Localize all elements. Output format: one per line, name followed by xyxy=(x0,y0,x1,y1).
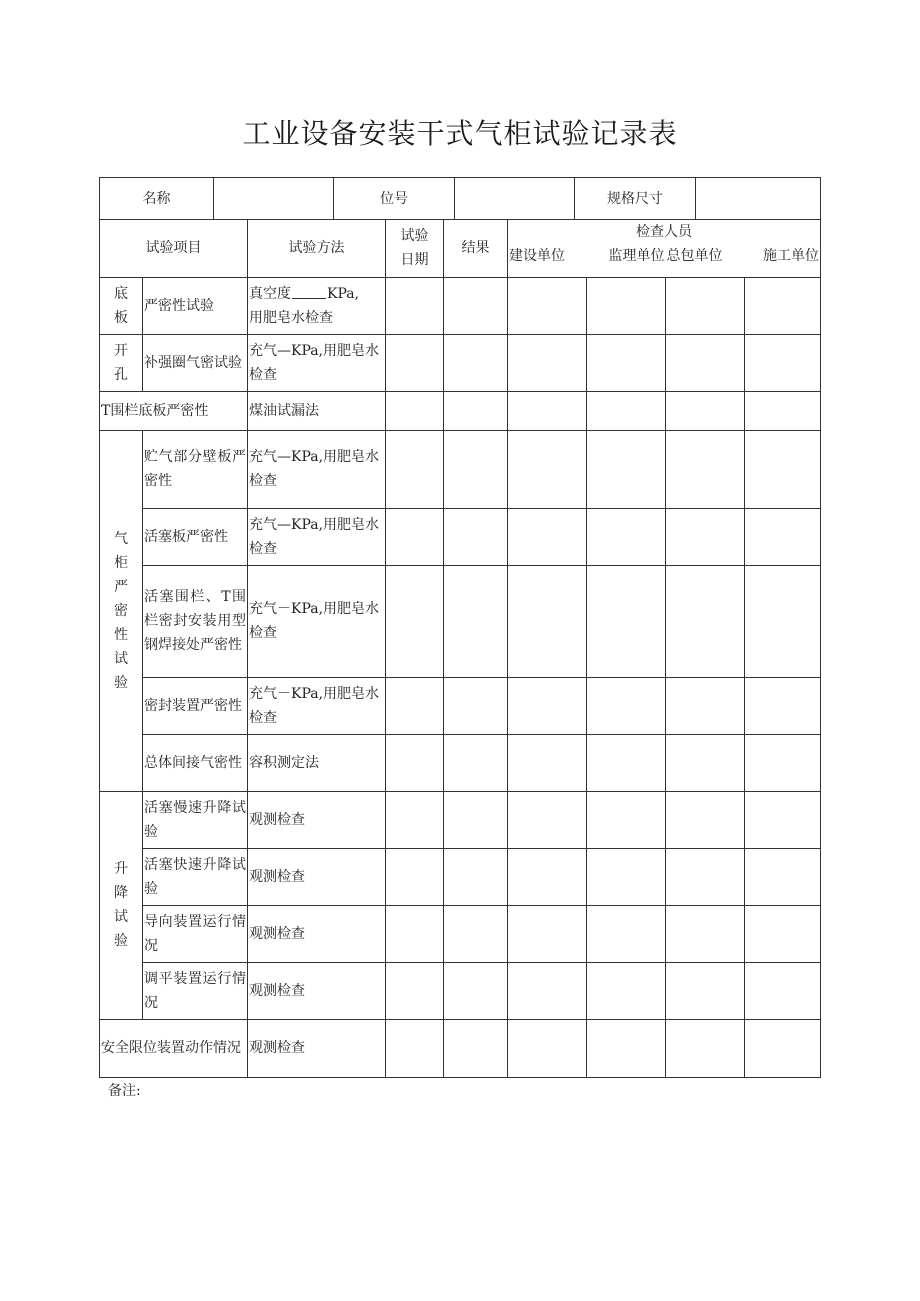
supervise-unit-cell[interactable] xyxy=(587,791,666,848)
build-unit-cell[interactable] xyxy=(508,962,587,1019)
result-cell[interactable] xyxy=(444,391,508,430)
date-cell[interactable] xyxy=(386,848,444,905)
result-cell[interactable] xyxy=(444,334,508,391)
result-cell[interactable] xyxy=(444,508,508,565)
page-title: 工业设备安装干式气柜试验记录表 xyxy=(242,117,678,150)
general-unit-cell[interactable] xyxy=(666,277,745,334)
table-row xyxy=(100,734,821,791)
item-cell: 安全限位装置动作情况 xyxy=(100,1019,248,1077)
build-unit-cell[interactable] xyxy=(508,334,587,391)
col-header-inspectors: 检查人员 xyxy=(508,220,821,245)
table-row xyxy=(100,508,821,565)
result-cell[interactable] xyxy=(444,791,508,848)
construct-unit-cell[interactable] xyxy=(745,277,821,334)
result-cell[interactable] xyxy=(444,565,508,677)
date-cell[interactable] xyxy=(386,734,444,791)
build-unit-cell[interactable] xyxy=(508,848,587,905)
col-header-unit-construct: 施工单位 xyxy=(745,244,821,277)
method-cell: 充气－KPa,用肥皂水检查 xyxy=(248,677,386,734)
build-unit-cell[interactable] xyxy=(508,508,587,565)
date-cell[interactable] xyxy=(386,565,444,677)
general-unit-cell[interactable] xyxy=(666,391,745,430)
date-cell[interactable] xyxy=(386,791,444,848)
result-cell[interactable] xyxy=(444,277,508,334)
date-cell[interactable] xyxy=(386,905,444,962)
group-label-lift: 升 降 试 验 xyxy=(100,791,143,1019)
spec-field[interactable] xyxy=(696,178,821,220)
result-cell[interactable] xyxy=(444,848,508,905)
item-cell: 贮气部分壁板严密性 xyxy=(143,430,248,508)
item-cell: 活塞慢速升降试验 xyxy=(143,791,248,848)
name-field[interactable] xyxy=(214,178,334,220)
table-row xyxy=(100,905,821,962)
method-cell: 观测检查 xyxy=(248,905,386,962)
date-cell[interactable] xyxy=(386,508,444,565)
supervise-unit-cell[interactable] xyxy=(587,848,666,905)
date-cell[interactable] xyxy=(386,277,444,334)
date-cell[interactable] xyxy=(386,430,444,508)
spec-label: 规格尺寸 xyxy=(575,178,696,220)
item-cell: 活塞快速升降试验 xyxy=(143,848,248,905)
item-cell: 活塞板严密性 xyxy=(143,508,248,565)
col-header-date xyxy=(386,220,444,278)
supervise-unit-cell[interactable] xyxy=(587,508,666,565)
group-label-hole: 开 孔 xyxy=(100,334,143,391)
general-unit-cell[interactable] xyxy=(666,508,745,565)
table-row xyxy=(100,565,821,677)
build-unit-cell[interactable] xyxy=(508,277,587,334)
method-cell: 观测检查 xyxy=(248,962,386,1019)
name-label: 名称 xyxy=(100,178,214,220)
build-unit-cell[interactable] xyxy=(508,430,587,508)
construct-unit-cell[interactable] xyxy=(745,508,821,565)
method-cell: 煤油试漏法 xyxy=(248,391,386,430)
method-cell: 观测检查 xyxy=(248,848,386,905)
result-cell[interactable] xyxy=(444,905,508,962)
construct-unit-cell[interactable] xyxy=(745,565,821,677)
supervise-unit-cell[interactable] xyxy=(587,430,666,508)
item-cell: 补强圈气密试验 xyxy=(143,334,248,391)
supervise-unit-cell[interactable] xyxy=(587,734,666,791)
method-cell: 充气—KPa,用肥皂水检查 xyxy=(248,334,386,391)
position-label: 位号 xyxy=(334,178,455,220)
date-cell[interactable] xyxy=(386,334,444,391)
group-label-gas: 气 柜 严 密 性 试 验 xyxy=(100,430,143,791)
construct-unit-cell[interactable] xyxy=(745,905,821,962)
general-unit-cell[interactable] xyxy=(666,905,745,962)
construct-unit-cell[interactable] xyxy=(745,962,821,1019)
col-header-unit-supervise: 监理单位 xyxy=(587,244,666,277)
method-cell: 真空度 KPa, 用肥皂水检查 xyxy=(248,277,386,334)
item-cell: 导向装置运行情况 xyxy=(143,905,248,962)
col-header-method: 试验方法 xyxy=(248,220,386,278)
build-unit-cell[interactable] xyxy=(508,734,587,791)
col-header-item: 试验项目 xyxy=(100,220,248,278)
build-unit-cell[interactable] xyxy=(508,905,587,962)
supervise-unit-cell[interactable] xyxy=(587,677,666,734)
result-cell[interactable] xyxy=(444,430,508,508)
item-cell: T围栏底板严密性 xyxy=(100,391,248,430)
supervise-unit-cell[interactable] xyxy=(587,391,666,430)
construct-unit-cell[interactable] xyxy=(745,391,821,430)
col-header-date-line2: 日期 xyxy=(400,252,429,269)
build-unit-cell[interactable] xyxy=(508,791,587,848)
item-cell: 密封装置严密性 xyxy=(143,677,248,734)
supervise-unit-cell[interactable] xyxy=(587,334,666,391)
table-row xyxy=(100,791,821,848)
build-unit-cell[interactable] xyxy=(508,1019,587,1077)
build-unit-cell[interactable] xyxy=(508,677,587,734)
supervise-unit-cell[interactable] xyxy=(587,565,666,677)
col-header-unit-build: 建设单位 xyxy=(508,244,587,277)
general-unit-cell[interactable] xyxy=(666,791,745,848)
table-row xyxy=(100,334,821,391)
method-cell: 充气—KPa,用肥皂水检查 xyxy=(248,508,386,565)
supervise-unit-cell[interactable] xyxy=(587,1019,666,1077)
general-unit-cell[interactable] xyxy=(666,848,745,905)
table-row xyxy=(100,1019,821,1077)
general-unit-cell[interactable] xyxy=(666,565,745,677)
construct-unit-cell[interactable] xyxy=(745,791,821,848)
method-cell: 观测检查 xyxy=(248,1019,386,1077)
position-field[interactable] xyxy=(455,178,575,220)
remarks-label: 备注: xyxy=(108,1083,141,1099)
construct-unit-cell[interactable] xyxy=(745,848,821,905)
date-cell[interactable] xyxy=(386,962,444,1019)
construct-unit-cell[interactable] xyxy=(745,1019,821,1077)
method-cell: 充气—KPa,用肥皂水检查 xyxy=(248,430,386,508)
result-cell[interactable] xyxy=(444,962,508,1019)
col-header-unit-general: 总包单位 xyxy=(666,244,745,277)
general-unit-cell[interactable] xyxy=(666,677,745,734)
col-header-result: 结果 xyxy=(444,220,508,278)
table-row xyxy=(100,430,821,508)
table-row xyxy=(100,277,821,334)
test-record-table xyxy=(99,219,821,1078)
date-cell[interactable] xyxy=(386,677,444,734)
date-cell[interactable] xyxy=(386,1019,444,1077)
construct-unit-cell[interactable] xyxy=(745,734,821,791)
general-unit-cell[interactable] xyxy=(666,734,745,791)
item-cell: 活塞围栏、T围栏密封安装用型钢焊接处严密性 xyxy=(143,565,248,677)
item-cell: 调平装置运行情况 xyxy=(143,962,248,1019)
general-unit-cell[interactable] xyxy=(666,962,745,1019)
method-cell: 观测检查 xyxy=(248,791,386,848)
general-unit-cell[interactable] xyxy=(666,334,745,391)
table-row xyxy=(100,391,821,430)
supervise-unit-cell[interactable] xyxy=(587,962,666,1019)
supervise-unit-cell[interactable] xyxy=(587,277,666,334)
construct-unit-cell[interactable] xyxy=(745,334,821,391)
build-unit-cell[interactable] xyxy=(508,565,587,677)
group-label-bottom: 底 板 xyxy=(100,277,143,334)
build-unit-cell[interactable] xyxy=(508,391,587,430)
result-cell[interactable] xyxy=(444,677,508,734)
construct-unit-cell[interactable] xyxy=(745,677,821,734)
general-unit-cell[interactable] xyxy=(666,1019,745,1077)
method-cell: 充气－KPa,用肥皂水检查 xyxy=(248,565,386,677)
result-cell[interactable] xyxy=(444,1019,508,1077)
item-cell: 严密性试验 xyxy=(143,277,248,334)
table-row xyxy=(100,677,821,734)
general-unit-cell[interactable] xyxy=(666,430,745,508)
col-header-date-line1: 试验 xyxy=(400,228,429,245)
method-cell: 容积测定法 xyxy=(248,734,386,791)
supervise-unit-cell[interactable] xyxy=(587,905,666,962)
item-cell: 总体间接气密性 xyxy=(143,734,248,791)
table-row xyxy=(100,962,821,1019)
table-row xyxy=(100,848,821,905)
result-cell[interactable] xyxy=(444,734,508,791)
date-cell[interactable] xyxy=(386,391,444,430)
header-table xyxy=(99,177,821,220)
construct-unit-cell[interactable] xyxy=(745,430,821,508)
